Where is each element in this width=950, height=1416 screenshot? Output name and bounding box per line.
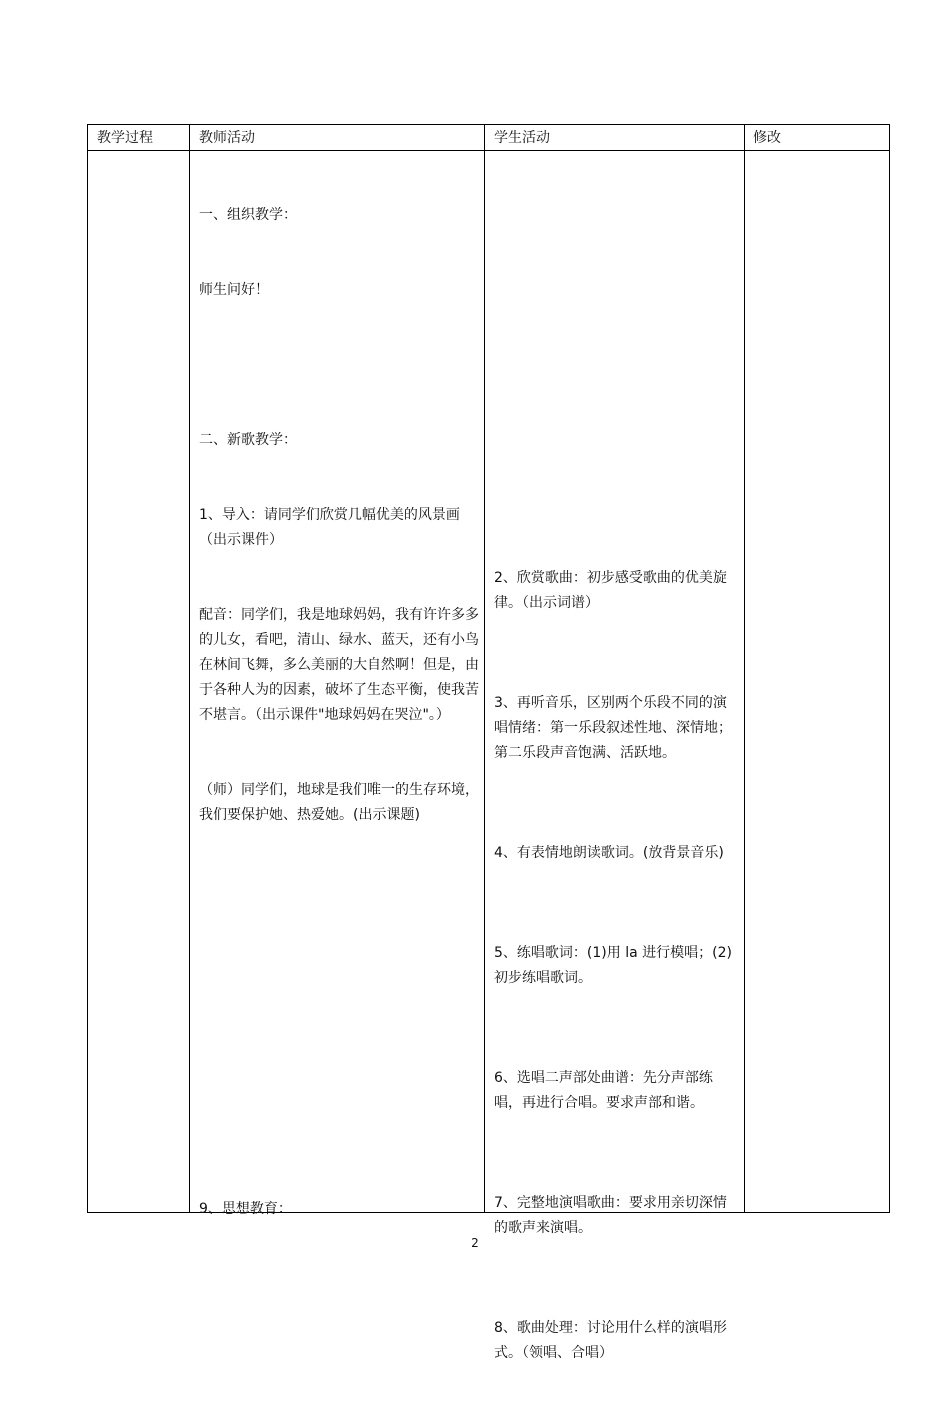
teacher-paragraph: 配音：同学们，我是地球妈妈，我有许许多多的儿女，看吧，清山、绿水、蓝天，还有小鸟在林间飞舞，多么美丽的大自然啊！但是，由于各种人为的因素，破坏了生态平衡，使我苦不堪言。（出示课件"地球妈妈在哭泣"。）	[199, 607, 479, 723]
student-step: 8、歌曲处理：讨论用什么样的演唱形式。（领唱、合唱）	[494, 1320, 727, 1361]
header-student-activity: 学生活动	[494, 130, 550, 146]
blank-line	[199, 353, 481, 378]
student-step: 3、再听音乐，区别两个乐段不同的演唱情绪：第一乐段叙述性地、深情地；第二乐段声音饱满、活跃地。	[494, 695, 732, 761]
column-divider	[744, 125, 745, 1212]
teacher-line: 二、新歌教学：	[199, 432, 297, 448]
page-number: 2	[471, 1236, 479, 1250]
teacher-line: 9、思想教育：	[199, 1201, 292, 1217]
student-activity-cell	[494, 516, 738, 1416]
column-divider	[484, 125, 485, 1212]
student-step: 5、练唱歌词：(1)用 la 进行模唱；(2)初步练唱歌词。	[494, 945, 732, 986]
lesson-table	[87, 124, 890, 1361]
student-step: 4、有表情地朗读歌词。(放背景音乐)	[494, 845, 724, 861]
student-step: 6、选唱二声部处曲谱：先分声部练唱，再进行合唱。要求声部和谐。	[494, 1070, 713, 1111]
header-process: 教学过程	[97, 130, 153, 146]
teacher-line: 师生问好！	[199, 282, 269, 298]
student-step: 2、欣赏歌曲：初步感受歌曲的优美旋律。（出示词谱）	[494, 570, 727, 611]
teacher-line: 一、组织教学：	[199, 207, 297, 223]
teacher-paragraph: 1、导入：请同学们欣赏几幅优美的风景画（出示课件）	[199, 507, 460, 548]
teacher-bottom-cell	[199, 1147, 481, 1272]
column-divider	[189, 125, 190, 1212]
teacher-activity-cell	[199, 153, 481, 878]
student-bottom-cell	[494, 1164, 738, 1212]
header-revision: 修改	[753, 130, 781, 146]
header-teacher-activity: 教师活动	[199, 130, 255, 146]
student-step: 7、完整地演唱歌曲：要求用亲切深情的歌声来演唱。	[494, 1195, 727, 1236]
teacher-paragraph: （师）同学们，地球是我们唯一的生存环境，我们要保护她、热爱她。(出示课题)	[199, 782, 479, 823]
header-divider	[88, 150, 889, 151]
